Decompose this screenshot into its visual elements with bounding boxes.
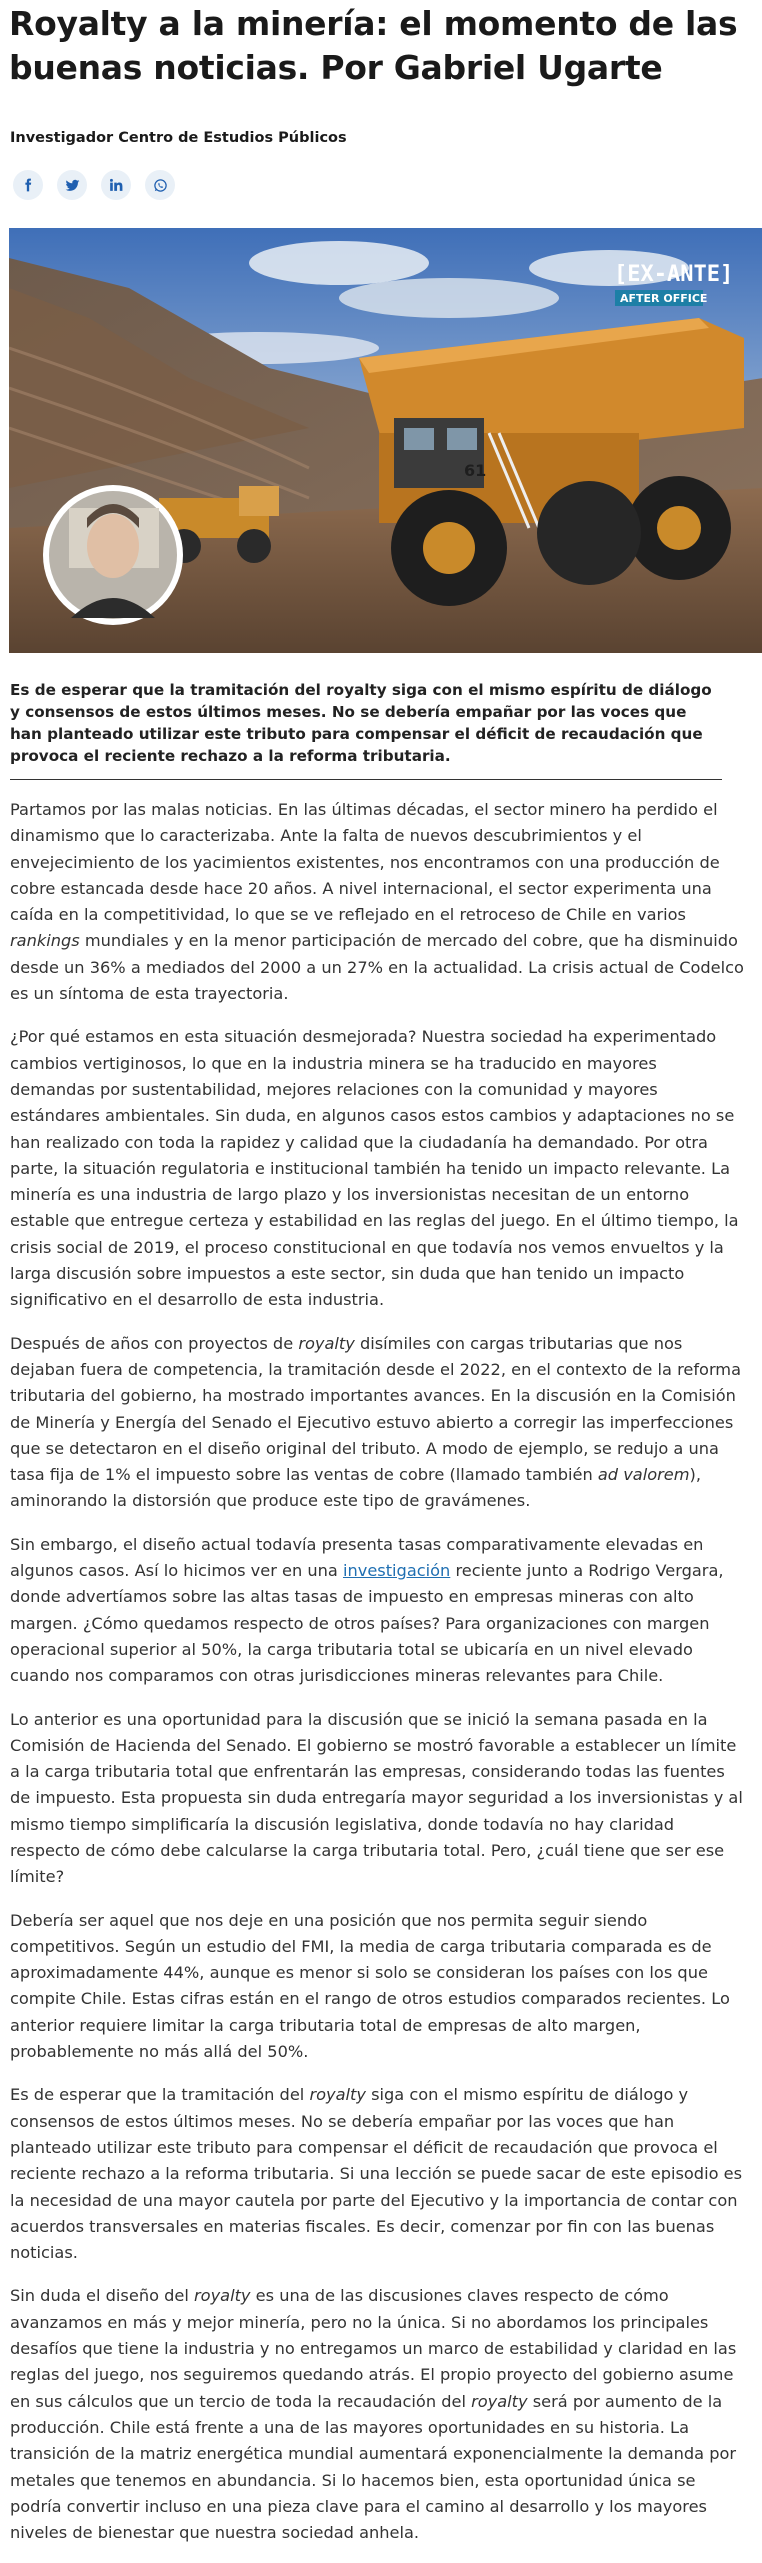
linkedin-icon (109, 178, 123, 192)
truck-number: 61 (464, 461, 487, 480)
twitter-share-button[interactable] (57, 170, 87, 200)
linkedin-share-button[interactable] (101, 170, 131, 200)
hero-image (9, 228, 762, 653)
facebook-icon (21, 178, 35, 192)
article-body (9, 797, 754, 2546)
facebook-share-button[interactable] (13, 170, 43, 200)
share-bar (13, 170, 754, 200)
whatsapp-icon (153, 178, 168, 193)
investigacion-link[interactable]: investigación (342, 1561, 451, 1581)
mining-truck-photo (9, 228, 762, 653)
brand-logo-text: [EX-ANTE] (614, 262, 734, 287)
paragraph-2: ¿Por qué estamos en esta situación desmejorada? Nuestra sociedad ha experimentado cambios vertiginosos, lo que en la industria minera se ha traducido en mayores demandas por sustentabilidad, mejores relaciones con la comunidad y mayores estándares ambientales. Sin duda, en algunos casos estos cambios y adaptaciones no se han realizado con toda la rapidez y calidad que la ciudadanía ha demandado. Por otra parte, la situación regulatoria e institucional también ha tenido un impacto relevante. La minería es una industria de largo plazo y los inversionistas necesitan de un entorno estable que entregue certeza y estabilidad en las reglas del juego. En el último tiempo, la crisis social de 2019, el proceso constitucional en que todavía nos vemos envueltos y la larga discusión sobre impuestos a este sector, sin duda que han tenido un impacto significativo en el desarrollo de esta industria. (10, 1027, 739, 1310)
paragraph-3: Después de años con proyectos de royalty disímiles con cargas tributarias que nos dejaban fuera de competencia, la tramitación desde el 2022, en el contexto de la reforma tributaria del gobierno, ha mostrado importantes avances. En la discusión en la Comisión de Minería y Energía del Senado el Ejecutivo estuvo abierto a corregir las imperfecciones que se detectaron en el diseño original del tributo. A modo de ejemplo, se redujo a una tasa fija de 1% el impuesto sobre las ventas de cobre (llamado también ad valorem), aminorando la distorsión que produce este tipo de gravámenes. (10, 1333, 741, 1511)
paragraph-8: Sin duda el diseño del royalty es una de las discusiones claves respecto de cómo avanzamos en más y mejor minería, pero no la única. Si no abordamos los principales desafíos que tiene la industria y no entregamos un marco de estabilidad y claridad en las reglas del juego, nos seguiremos quedando atrás. El propio proyecto del gobierno asume en sus cálculos que un tercio de toda la recaudación del royalty será por aumento de la producción. Chile está frente a una de las mayores oportunidades en su historia. La transición de la matriz energética mundial aumentará exponencialmente la demanda por metales que tenemos en abundancia. Si lo hacemos bien, esta oportunidad única se podría convertir incluso en una pieza clave para el camino al desarrollo y los mayores niveles de bienestar que nuestra sociedad anhela. (10, 2286, 737, 2543)
whatsapp-share-button[interactable] (145, 170, 175, 200)
brand-logo-sub: AFTER OFFICE (620, 292, 708, 305)
paragraph-4: Sin embargo, el diseño actual todavía presenta tasas comparativamente elevadas en algunos casos. Así lo hicimos ver en una investigación reciente junto a Rodrigo Vergara, donde advertíamos sobre las altas tasas de impuesto en empresas mineras con alto margen. ¿Cómo quedamos respecto de otros países? Para organizaciones con margen operacional superior al 50%, la carga tributaria total se ubicaría en un nivel elevado cuando nos comparamos con otras jurisdicciones mineras relevantes para Chile. (10, 1534, 724, 1686)
twitter-icon (65, 178, 80, 193)
author-avatar (43, 485, 183, 625)
article-title: Royalty a la minería: el momento de las buenas noticias. Por Gabriel Ugarte (9, 4, 738, 87)
paragraph-5: Lo anterior es una oportunidad para la discusión que se inició la semana pasada en la Comisión de Hacienda del Senado. El gobierno se mostró favorable a establecer un límite a la carga tributaria total que enfrentarán las empresas, considerando todas las fuentes de impuesto. Esta propuesta sin duda entregaría mayor seguridad a los inversionistas y al mismo tiempo simplificaría la discusión legislativa, donde todavía no hay claridad respecto de cómo debe calcularse la carga tributaria total. Pero, ¿cuál tiene que ser ese límite? (10, 1709, 743, 1887)
author-role: Investigador Centro de Estudios Públicos (10, 130, 347, 146)
paragraph-1: Partamos por las malas noticias. En las últimas décadas, el sector minero ha perdido el dinamismo que lo caracterizaba. Ante la falta de nuevos descubrimientos y el envejecimiento de los yacimientos existentes, nos encontramos con una producción de cobre estancada desde hace 20 años. A nivel internacional, el sector experimenta una caída en la competitividad, lo que se ve reflejado en el retroceso de Chile en varios rankings mundiales y en la menor participación de mercado del cobre, que ha disminuido desde un 36% a mediados del 2000 a un 27% en la actualidad. La crisis actual de Codelco es un síntoma de esta trayectoria. (10, 800, 744, 1004)
paragraph-6: Debería ser aquel que nos deje en una posición que nos permita seguir siendo competitivos. Según un estudio del FMI, la media de carga tributaria comparada es de aproximadamente 44%, aunque es menor si solo se consideran los países con los que compite Chile. Estas cifras están en el rango de otros estudios comparados recientes. Lo anterior requiere limitar la carga tributaria total de empresas de alto margen, probablemente no más allá del 50%. (10, 1910, 730, 2062)
article-lead: Es de esperar que la tramitación del royalty siga con el mismo espíritu de diálogo y consensos de estos últimos meses. No se debería empañar por las voces que han planteado utilizar este tributo para compensar el déficit de recaudación que provoca el reciente rechazo a la reforma tributaria. (10, 679, 722, 780)
paragraph-7: Es de esperar que la tramitación del royalty siga con el mismo espíritu de diálogo y consensos de estos últimos meses. No se debería empañar por las voces que han planteado utilizar este tributo para compensar el déficit de recaudación que provoca el reciente rechazo a la reforma tributaria. Si una lección se puede sacar de este episodio es la necesidad de una mayor cautela por parte del Ejecutivo y la importancia de contar con acuerdos transversales en materias fiscales. Es decir, comenzar por fin con las buenas noticias. (10, 2085, 743, 2263)
